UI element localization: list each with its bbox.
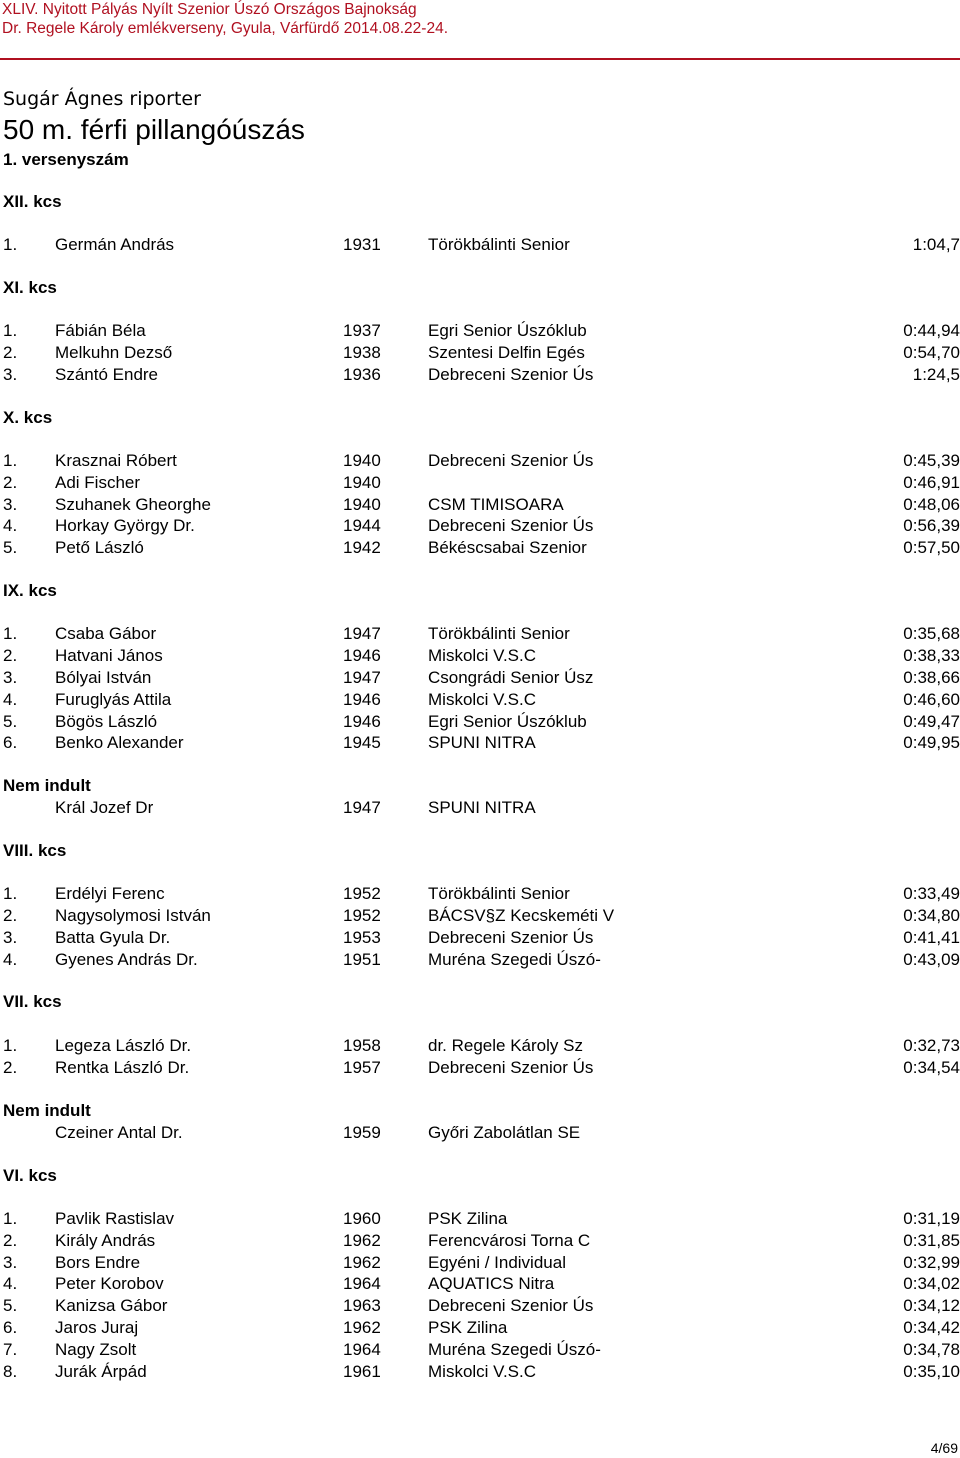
place: 5. bbox=[3, 538, 18, 557]
club-name: Debreceni Szenior Ús bbox=[428, 451, 594, 470]
result-row bbox=[0, 472, 960, 494]
club-name: Debreceni Szenior Ús bbox=[428, 365, 594, 384]
swimmer-name: Germán András bbox=[55, 235, 175, 254]
result-row bbox=[0, 927, 960, 949]
swim-time: 0:35,68 bbox=[903, 624, 960, 643]
swimmer-name: Czeiner Antal Dr. bbox=[55, 1123, 183, 1142]
birth-year: 1962 bbox=[343, 1318, 381, 1337]
place: 6. bbox=[3, 733, 18, 752]
group-heading: XII. kcs bbox=[3, 192, 62, 211]
result-row bbox=[0, 949, 960, 971]
result-row bbox=[0, 515, 960, 537]
place: 8. bbox=[3, 1362, 18, 1381]
place: 2. bbox=[3, 1058, 18, 1077]
club-name: SPUNI NITRA bbox=[428, 798, 536, 817]
swim-time: 0:34,80 bbox=[903, 906, 960, 925]
birth-year: 1960 bbox=[343, 1209, 381, 1228]
result-row bbox=[0, 494, 960, 516]
birth-year: 1963 bbox=[343, 1296, 381, 1315]
swim-time: 0:43,09 bbox=[903, 950, 960, 969]
club-name: Törökbálinti Senior bbox=[428, 624, 570, 643]
swim-time: 0:38,33 bbox=[903, 646, 960, 665]
result-row bbox=[0, 623, 960, 645]
club-name: PSK Zilina bbox=[428, 1209, 508, 1228]
swimmer-name: Szuhanek Gheorghe bbox=[55, 495, 211, 514]
club-name: Miskolci V.S.C bbox=[428, 646, 537, 665]
birth-year: 1952 bbox=[343, 884, 381, 903]
swim-time: 0:31,85 bbox=[903, 1231, 960, 1250]
birth-year: 1944 bbox=[343, 516, 381, 535]
result-row bbox=[0, 342, 960, 364]
result-row bbox=[0, 1035, 960, 1057]
swim-time: 0:34,54 bbox=[903, 1058, 960, 1077]
birth-year: 1959 bbox=[343, 1123, 381, 1142]
birth-year: 1962 bbox=[343, 1231, 381, 1250]
place: 2. bbox=[3, 646, 18, 665]
place: 6. bbox=[3, 1318, 18, 1337]
group-heading: VI. kcs bbox=[3, 1166, 57, 1185]
group-heading: Nem indult bbox=[3, 1101, 91, 1120]
result-row bbox=[0, 1230, 960, 1252]
swimmer-name: Bors Endre bbox=[55, 1253, 141, 1272]
swimmer-name: Rentka László Dr. bbox=[55, 1058, 190, 1077]
event-title: 50 m. férfi pillangóúszás bbox=[3, 114, 305, 145]
place: 1. bbox=[3, 235, 18, 254]
swim-time: 0:49,47 bbox=[903, 712, 960, 731]
page-number: 4/69 bbox=[930, 1440, 958, 1456]
birth-year: 1946 bbox=[343, 712, 381, 731]
swimmer-name: Krasznai Róbert bbox=[55, 451, 177, 470]
club-name: Miskolci V.S.C bbox=[428, 1362, 537, 1381]
birth-year: 1947 bbox=[343, 668, 381, 687]
swim-time: 0:48,06 bbox=[903, 495, 960, 514]
swim-time: 1:04,7 bbox=[912, 235, 960, 254]
club-name: Egri Senior Úszóklub bbox=[428, 321, 587, 340]
place: 2. bbox=[3, 473, 18, 492]
swim-time: 0:46,91 bbox=[903, 473, 960, 492]
swimmer-name: Benko Alexander bbox=[55, 733, 184, 752]
swim-time: 0:56,39 bbox=[903, 516, 960, 535]
result-row bbox=[0, 732, 960, 754]
result-row bbox=[0, 364, 960, 386]
place: 2. bbox=[3, 343, 18, 362]
club-name: BÁCSV§Z Kecskeméti V bbox=[428, 906, 615, 925]
place: 5. bbox=[3, 1296, 18, 1315]
result-row bbox=[0, 450, 960, 472]
group-heading: VIII. kcs bbox=[3, 841, 67, 860]
reporter-name: Sugár Ágnes riporter bbox=[3, 88, 201, 110]
place: 3. bbox=[3, 365, 18, 384]
club-name: Békéscsabai Szenior bbox=[428, 538, 587, 557]
swimmer-name: Csaba Gábor bbox=[55, 624, 157, 643]
result-row bbox=[0, 320, 960, 342]
result-row bbox=[0, 1361, 960, 1383]
result-row bbox=[0, 1273, 960, 1295]
swimmer-name: Hatvani János bbox=[55, 646, 163, 665]
birth-year: 1940 bbox=[343, 473, 381, 492]
club-name: Törökbálinti Senior bbox=[428, 884, 570, 903]
swimmer-name: Kanizsa Gábor bbox=[55, 1296, 168, 1315]
swimmer-name: Nagysolymosi István bbox=[55, 906, 211, 925]
swim-time: 0:34,42 bbox=[903, 1318, 960, 1337]
swim-time: 0:34,02 bbox=[903, 1274, 960, 1293]
birth-year: 1951 bbox=[343, 950, 381, 969]
swim-time: 0:38,66 bbox=[903, 668, 960, 687]
swim-time: 0:54,70 bbox=[903, 343, 960, 362]
birth-year: 1931 bbox=[343, 235, 381, 254]
result-row bbox=[0, 1339, 960, 1361]
swim-time: 0:32,99 bbox=[903, 1253, 960, 1272]
place: 3. bbox=[3, 668, 18, 687]
swimmer-name: Fábián Béla bbox=[55, 321, 146, 340]
birth-year: 1957 bbox=[343, 1058, 381, 1077]
place: 3. bbox=[3, 495, 18, 514]
birth-year: 1946 bbox=[343, 646, 381, 665]
swim-time: 0:49,95 bbox=[903, 733, 960, 752]
birth-year: 1962 bbox=[343, 1253, 381, 1272]
club-name: SPUNI NITRA bbox=[428, 733, 536, 752]
group-heading: Nem indult bbox=[3, 776, 91, 795]
swimmer-name: Legeza László Dr. bbox=[55, 1036, 192, 1055]
club-name: Ferencvárosi Torna C bbox=[428, 1231, 591, 1250]
swimmer-name: Bögös László bbox=[55, 712, 158, 731]
club-name: Debreceni Szenior Ús bbox=[428, 928, 594, 947]
birth-year: 1942 bbox=[343, 538, 381, 557]
swimmer-name: Batta Gyula Dr. bbox=[55, 928, 171, 947]
birth-year: 1946 bbox=[343, 690, 381, 709]
result-row bbox=[0, 883, 960, 905]
birth-year: 1936 bbox=[343, 365, 381, 384]
result-row bbox=[0, 1208, 960, 1230]
swimmer-name: Peter Korobov bbox=[55, 1274, 164, 1293]
birth-year: 1947 bbox=[343, 798, 381, 817]
group-heading: XI. kcs bbox=[3, 278, 57, 297]
group-heading: IX. kcs bbox=[3, 581, 57, 600]
place: 4. bbox=[3, 516, 18, 535]
place: 1. bbox=[3, 321, 18, 340]
swimmer-name: Adi Fischer bbox=[55, 473, 141, 492]
place: 4. bbox=[3, 690, 18, 709]
club-name: CSM TIMISOARA bbox=[428, 495, 564, 514]
result-row bbox=[0, 1057, 960, 1079]
place: 1. bbox=[3, 884, 18, 903]
swimmer-name: Furuglyás Attila bbox=[55, 690, 172, 709]
place: 1. bbox=[3, 451, 18, 470]
result-row bbox=[0, 645, 960, 667]
swim-time: 0:34,12 bbox=[903, 1296, 960, 1315]
club-name: Szentesi Delfin Egés bbox=[428, 343, 585, 362]
birth-year: 1964 bbox=[343, 1274, 381, 1293]
club-name: Debreceni Szenior Ús bbox=[428, 1058, 594, 1077]
swim-time: 1:24,5 bbox=[912, 365, 960, 384]
birth-year: 1947 bbox=[343, 624, 381, 643]
header-subtitle: Dr. Regele Károly emlékverseny, Gyula, Várfürdő 2014.08.22-24. bbox=[2, 20, 449, 37]
birth-year: 1964 bbox=[343, 1340, 381, 1359]
result-row bbox=[0, 1252, 960, 1274]
birth-year: 1958 bbox=[343, 1036, 381, 1055]
place: 3. bbox=[3, 1253, 18, 1272]
club-name: Muréna Szegedi Úszó- bbox=[428, 1340, 601, 1359]
group-heading: X. kcs bbox=[3, 408, 53, 427]
swim-time: 0:46,60 bbox=[903, 690, 960, 709]
birth-year: 1940 bbox=[343, 495, 381, 514]
result-row bbox=[0, 689, 960, 711]
club-name: Győri Zabolátlan SE bbox=[428, 1123, 581, 1142]
club-name: Egri Senior Úszóklub bbox=[428, 712, 587, 731]
swim-time: 0:35,10 bbox=[903, 1362, 960, 1381]
result-row bbox=[0, 905, 960, 927]
club-name: Muréna Szegedi Úszó- bbox=[428, 950, 601, 969]
swimmer-name: Szántó Endre bbox=[55, 365, 159, 384]
swimmer-name: Melkuhn Dezső bbox=[55, 343, 173, 362]
swimmer-name: Horkay György Dr. bbox=[55, 516, 195, 535]
place: 7. bbox=[3, 1340, 18, 1359]
swim-time: 0:31,19 bbox=[903, 1209, 960, 1228]
birth-year: 1961 bbox=[343, 1362, 381, 1381]
swim-time: 0:32,73 bbox=[903, 1036, 960, 1055]
club-name: Debreceni Szenior Ús bbox=[428, 1296, 594, 1315]
place: 2. bbox=[3, 906, 18, 925]
swimmer-name: Gyenes András Dr. bbox=[55, 950, 198, 969]
result-row bbox=[0, 797, 960, 819]
swimmer-name: Jaros Juraj bbox=[55, 1318, 139, 1337]
header-title: XLIV. Nyitott Pályás Nyílt Szenior Úszó Országos Bajnokság bbox=[2, 1, 417, 18]
swimmer-name: Král Jozef Dr bbox=[55, 798, 154, 817]
swim-time: 0:34,78 bbox=[903, 1340, 960, 1359]
club-name: Törökbálinti Senior bbox=[428, 235, 570, 254]
club-name: Egyéni / Individual bbox=[428, 1253, 566, 1272]
swimmer-name: Pető László bbox=[55, 538, 144, 557]
place: 4. bbox=[3, 1274, 18, 1293]
result-row bbox=[0, 1122, 960, 1144]
place: 3. bbox=[3, 928, 18, 947]
birth-year: 1937 bbox=[343, 321, 381, 340]
swimmer-name: Jurák Árpád bbox=[55, 1362, 147, 1381]
club-name: PSK Zilina bbox=[428, 1318, 508, 1337]
swimmer-name: Király András bbox=[55, 1231, 156, 1250]
swim-time: 0:45,39 bbox=[903, 451, 960, 470]
birth-year: 1945 bbox=[343, 733, 381, 752]
place: 1. bbox=[3, 1036, 18, 1055]
club-name: Debreceni Szenior Ús bbox=[428, 516, 594, 535]
result-row bbox=[0, 234, 960, 256]
swim-time: 0:33,49 bbox=[903, 884, 960, 903]
result-row bbox=[0, 1317, 960, 1339]
club-name: dr. Regele Károly Sz bbox=[428, 1036, 583, 1055]
swim-time: 0:41,41 bbox=[903, 928, 960, 947]
place: 5. bbox=[3, 712, 18, 731]
swim-time: 0:57,50 bbox=[903, 538, 960, 557]
result-row bbox=[0, 537, 960, 559]
birth-year: 1938 bbox=[343, 343, 381, 362]
club-name: Miskolci V.S.C bbox=[428, 690, 537, 709]
event-number: 1. versenyszám bbox=[3, 150, 129, 169]
result-row bbox=[0, 711, 960, 733]
swim-time: 0:44,94 bbox=[903, 321, 960, 340]
swimmer-name: Erdélyi Ferenc bbox=[55, 884, 165, 903]
birth-year: 1940 bbox=[343, 451, 381, 470]
swimmer-name: Bólyai István bbox=[55, 668, 152, 687]
result-row bbox=[0, 1295, 960, 1317]
club-name: Csongrádi Senior Úsz bbox=[428, 668, 594, 687]
swimmer-name: Pavlik Rastislav bbox=[55, 1209, 175, 1228]
place: 2. bbox=[3, 1231, 18, 1250]
birth-year: 1952 bbox=[343, 906, 381, 925]
place: 1. bbox=[3, 1209, 18, 1228]
swimmer-name: Nagy Zsolt bbox=[55, 1340, 137, 1359]
group-heading: VII. kcs bbox=[3, 992, 62, 1011]
place: 4. bbox=[3, 950, 18, 969]
club-name: AQUATICS Nitra bbox=[428, 1274, 555, 1293]
result-row bbox=[0, 667, 960, 689]
birth-year: 1953 bbox=[343, 928, 381, 947]
place: 1. bbox=[3, 624, 18, 643]
